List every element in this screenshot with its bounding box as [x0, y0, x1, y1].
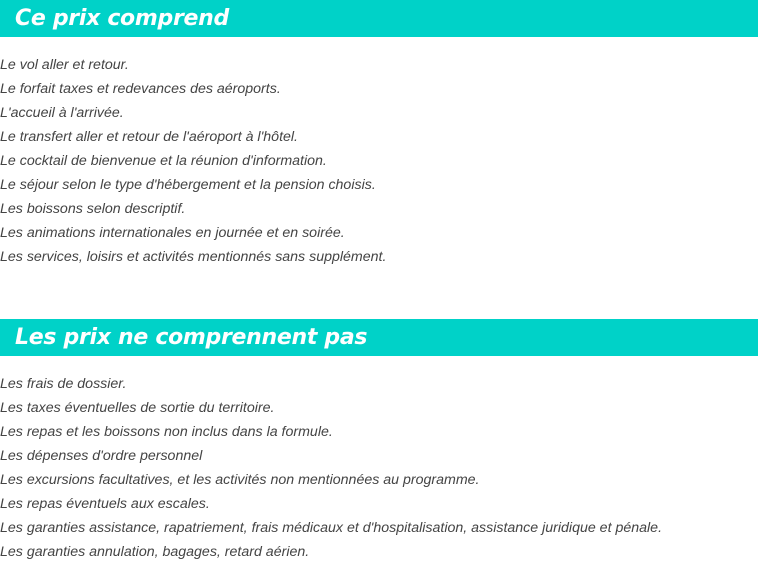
excludes-list-item: Les repas éventuels aux escales.: [0, 496, 210, 512]
excludes-section-header: [0, 319, 758, 356]
includes-list-item: Les boissons selon descriptif.: [0, 201, 186, 217]
excludes-list-item: Les frais de dossier.: [0, 376, 127, 392]
excludes-section-title: Les prix ne comprennent pas: [15, 324, 368, 350]
excludes-list: [0, 372, 662, 564]
excludes-list-item: Les repas et les boissons non inclus dans la formule.: [0, 424, 333, 440]
includes-list-item: Le cocktail de bienvenue et la réunion d'information.: [0, 153, 327, 169]
includes-list: [0, 53, 386, 269]
includes-list-item: Le séjour selon le type d'hébergement et la pension choisis.: [0, 177, 376, 193]
excludes-list-item: Les garanties annulation, bagages, retard aérien.: [0, 544, 310, 560]
includes-section-title: Ce prix comprend: [15, 5, 229, 31]
excludes-list-item: Les garanties assistance, rapatriement, frais médicaux et d'hospitalisation, assistance juridique et pénale.: [0, 520, 663, 536]
includes-list-item: Le vol aller et retour.: [0, 57, 129, 73]
includes-list-item: L'accueil à l'arrivée.: [0, 105, 124, 121]
excludes-list-item: Les dépenses d'ordre personnel: [0, 448, 203, 464]
includes-list-item: Les services, loisirs et activités mentionnés sans supplément.: [0, 249, 387, 265]
includes-list-item: Le transfert aller et retour de l'aéroport à l'hôtel.: [0, 129, 298, 145]
includes-list-item: Les animations internationales en journée et en soirée.: [0, 225, 345, 241]
excludes-list-item: Les excursions facultatives, et les activités non mentionnées au programme.: [0, 472, 480, 488]
includes-section-header: [0, 0, 758, 37]
includes-list-item: Le forfait taxes et redevances des aéroports.: [0, 81, 281, 97]
excludes-list-item: Les taxes éventuelles de sortie du territoire.: [0, 400, 275, 416]
